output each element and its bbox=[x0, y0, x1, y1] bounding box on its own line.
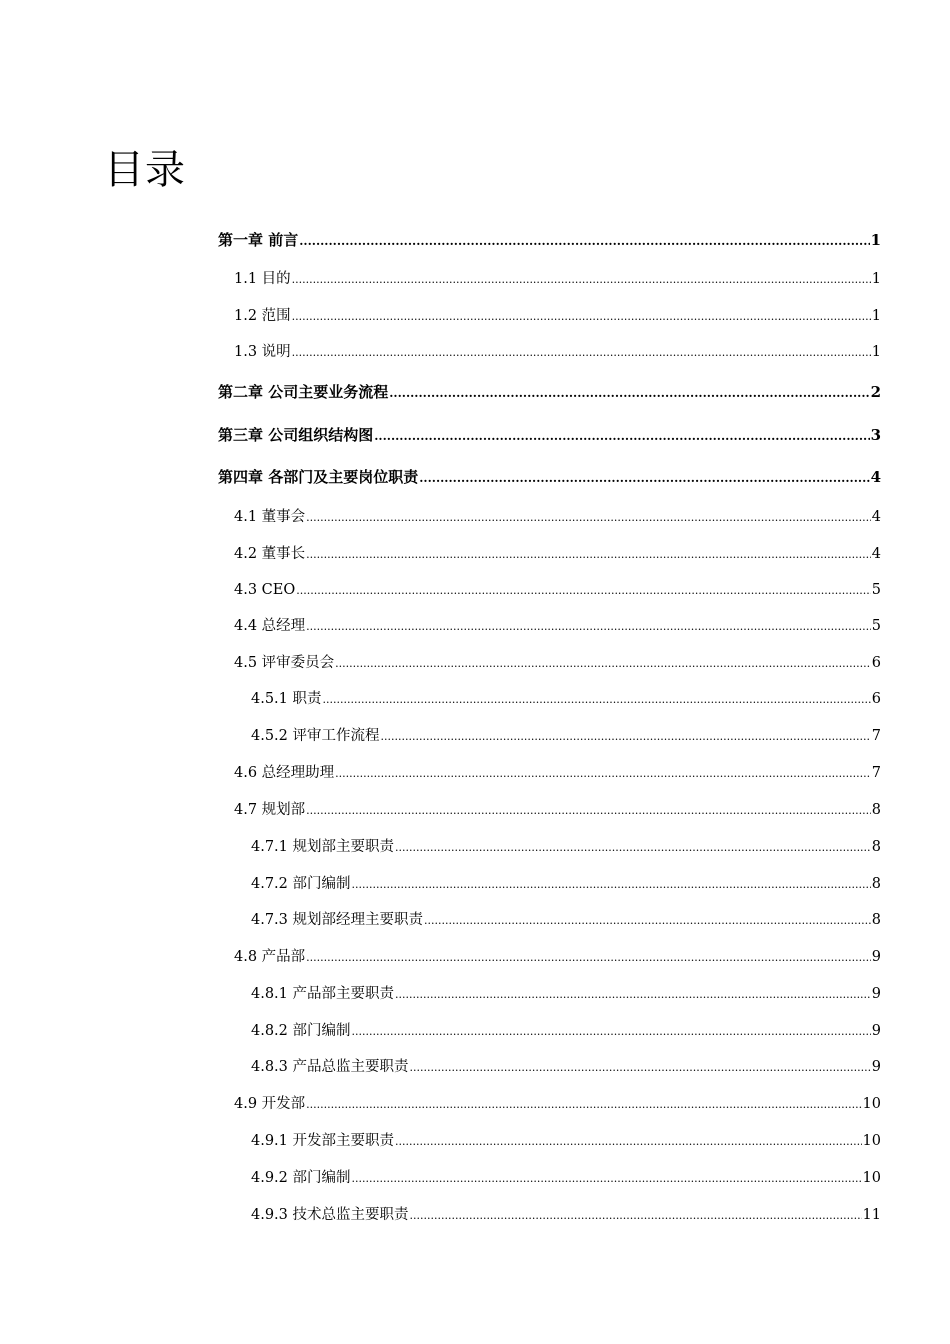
toc-entry-title: 4.7 规划部 bbox=[234, 802, 306, 818]
toc-entry-title: 4.9.2 部门编制 bbox=[251, 1170, 351, 1186]
toc-entry-page-number: 4 bbox=[871, 546, 881, 562]
toc-leader-dots bbox=[395, 985, 871, 1005]
toc-entry-title: 4.7.1 规划部主要职责 bbox=[251, 839, 395, 855]
toc-entry-title: 第四章 各部门及主要岗位职责 bbox=[218, 468, 419, 486]
toc-entry-title: 4.9 开发部 bbox=[234, 1096, 306, 1112]
toc-entry-title: 4.5 评审委员会 bbox=[234, 655, 335, 671]
toc-leader-dots bbox=[323, 690, 871, 710]
toc-entry-title: 4.7.2 部门编制 bbox=[251, 876, 351, 892]
toc-entry[interactable] bbox=[234, 800, 881, 820]
toc-entry[interactable] bbox=[234, 653, 881, 673]
toc-entry-page-number: 4 bbox=[870, 468, 881, 486]
toc-entry[interactable] bbox=[251, 1205, 881, 1225]
toc-entry-page-number: 10 bbox=[862, 1096, 881, 1112]
toc-entry-title: 4.7.3 规划部经理主要职责 bbox=[251, 912, 424, 928]
toc-leader-dots bbox=[410, 1206, 862, 1226]
toc-entry-title: 4.9.3 技术总监主要职责 bbox=[251, 1207, 409, 1223]
toc-entry-page-number: 9 bbox=[871, 986, 881, 1002]
toc-entry[interactable] bbox=[234, 580, 881, 600]
toc-leader-dots bbox=[352, 1169, 862, 1189]
toc-leader-dots bbox=[306, 948, 871, 968]
toc-entry[interactable] bbox=[251, 1168, 881, 1188]
toc-entry-page-number: 10 bbox=[862, 1133, 881, 1149]
toc-entry-page-number: 1 bbox=[870, 231, 881, 249]
toc-entry-title: 第三章 公司组织结构图 bbox=[218, 426, 374, 444]
toc-entry[interactable] bbox=[234, 763, 881, 783]
toc-leader-dots bbox=[306, 545, 871, 565]
page-title: 目录 bbox=[104, 147, 186, 193]
toc-entry-title: 4.3 CEO bbox=[234, 582, 296, 598]
toc-entry-title: 4.6 总经理助理 bbox=[234, 765, 335, 781]
toc-entry-title: 4.5.2 评审工作流程 bbox=[251, 728, 380, 744]
toc-leader-dots bbox=[335, 764, 871, 784]
toc-entry-title: 4.8.3 产品总监主要职责 bbox=[251, 1059, 409, 1075]
toc-entry-title: 4.9.1 开发部主要职责 bbox=[251, 1133, 395, 1149]
toc-entry[interactable] bbox=[251, 910, 881, 930]
toc-entry[interactable] bbox=[251, 726, 881, 746]
toc-entry-title: 1.1 目的 bbox=[234, 271, 291, 287]
toc-entry-page-number: 6 bbox=[871, 691, 881, 707]
toc-leader-dots bbox=[292, 270, 871, 290]
toc-leader-dots bbox=[306, 1095, 861, 1115]
toc-leader-dots bbox=[296, 581, 871, 601]
toc-leader-dots bbox=[389, 383, 869, 403]
toc-entry[interactable] bbox=[251, 1057, 881, 1077]
toc-leader-dots bbox=[299, 231, 869, 251]
toc-leader-dots bbox=[424, 911, 871, 931]
toc-entry-title: 4.5.1 职责 bbox=[251, 691, 322, 707]
toc-entry-title: 4.1 董事会 bbox=[234, 509, 306, 525]
toc-entry-page-number: 8 bbox=[871, 802, 881, 818]
toc-leader-dots bbox=[292, 307, 871, 327]
toc-entry-title: 1.3 说明 bbox=[234, 344, 291, 360]
toc-entry-page-number: 3 bbox=[870, 426, 881, 444]
toc-entry-page-number: 9 bbox=[871, 1059, 881, 1075]
toc-entry-page-number: 1 bbox=[871, 344, 881, 360]
toc-entry-page-number: 9 bbox=[871, 949, 881, 965]
toc-entry[interactable] bbox=[251, 689, 881, 709]
toc-entry[interactable] bbox=[218, 425, 881, 445]
toc-entry[interactable] bbox=[234, 342, 881, 362]
toc-entry[interactable] bbox=[234, 616, 881, 636]
toc-leader-dots bbox=[352, 875, 871, 895]
toc-entry-page-number: 4 bbox=[871, 509, 881, 525]
toc-leader-dots bbox=[306, 617, 871, 637]
toc-entry[interactable] bbox=[234, 269, 881, 289]
toc-entry[interactable] bbox=[234, 947, 881, 967]
toc-leader-dots bbox=[410, 1058, 871, 1078]
toc-entry-page-number: 2 bbox=[870, 383, 881, 401]
toc-entry[interactable] bbox=[234, 306, 881, 326]
toc-entry-page-number: 5 bbox=[871, 618, 881, 634]
toc-entry[interactable] bbox=[251, 984, 881, 1004]
toc-entry[interactable] bbox=[218, 467, 881, 487]
toc-entry-page-number: 11 bbox=[862, 1207, 881, 1223]
toc-entry-page-number: 1 bbox=[871, 308, 881, 324]
toc-entry-title: 4.8 产品部 bbox=[234, 949, 306, 965]
toc-leader-dots bbox=[306, 801, 871, 821]
toc-entry[interactable] bbox=[234, 1094, 881, 1114]
toc-leader-dots bbox=[306, 508, 871, 528]
toc-entry-title: 4.8.2 部门编制 bbox=[251, 1023, 351, 1039]
toc-entry[interactable] bbox=[251, 1131, 881, 1151]
toc-entry-title: 第二章 公司主要业务流程 bbox=[218, 383, 389, 401]
toc-entry[interactable] bbox=[251, 874, 881, 894]
toc-entry-title: 4.8.1 产品部主要职责 bbox=[251, 986, 395, 1002]
toc-entry-page-number: 1 bbox=[871, 271, 881, 287]
toc-leader-dots bbox=[374, 426, 869, 446]
toc-entry-page-number: 7 bbox=[871, 765, 881, 781]
toc-entry-page-number: 10 bbox=[862, 1170, 881, 1186]
toc-entry-page-number: 8 bbox=[871, 839, 881, 855]
toc-entry-page-number: 8 bbox=[871, 876, 881, 892]
toc-leader-dots bbox=[352, 1022, 871, 1042]
toc-leader-dots bbox=[395, 838, 871, 858]
toc-entry-page-number: 8 bbox=[871, 912, 881, 928]
toc-entry[interactable] bbox=[218, 382, 881, 402]
toc-leader-dots bbox=[292, 343, 871, 363]
toc-entry[interactable] bbox=[251, 1021, 881, 1041]
toc-leader-dots bbox=[335, 654, 871, 674]
toc-entry-title: 1.2 范围 bbox=[234, 308, 291, 324]
toc-entry-title: 4.2 董事长 bbox=[234, 546, 306, 562]
toc-entry-title: 4.4 总经理 bbox=[234, 618, 306, 634]
toc-entry-title: 第一章 前言 bbox=[218, 231, 299, 249]
toc-entry-page-number: 6 bbox=[871, 655, 881, 671]
toc-entry-page-number: 5 bbox=[871, 582, 881, 598]
toc-leader-dots bbox=[381, 727, 871, 747]
toc-entry[interactable] bbox=[234, 544, 881, 564]
toc-entry-page-number: 7 bbox=[871, 728, 881, 744]
toc-entry-page-number: 9 bbox=[871, 1023, 881, 1039]
toc-entry[interactable] bbox=[251, 837, 881, 857]
toc-leader-dots bbox=[395, 1132, 862, 1152]
toc-entry[interactable] bbox=[234, 507, 881, 527]
toc-leader-dots bbox=[419, 468, 869, 488]
toc-entry[interactable] bbox=[218, 230, 881, 250]
